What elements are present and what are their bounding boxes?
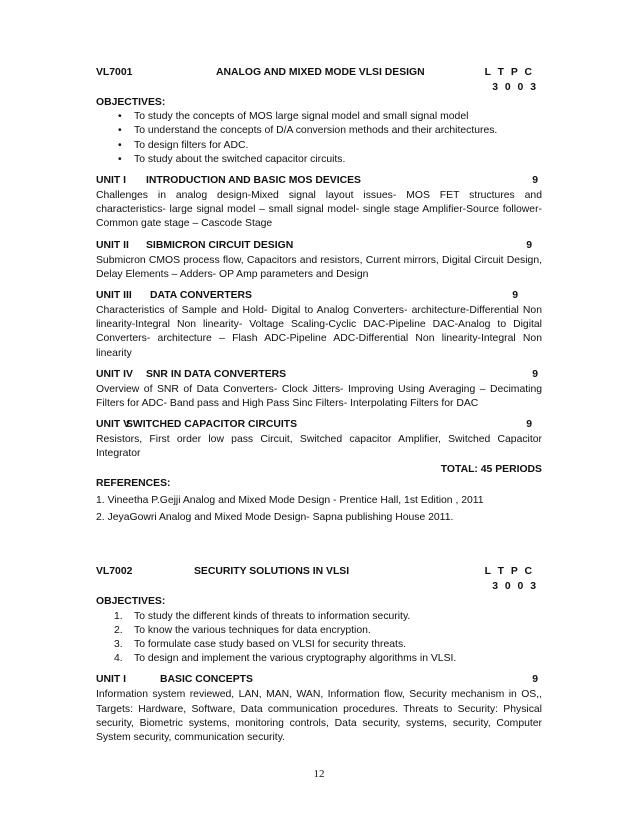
objective-item: • To design filters for ADC.	[134, 139, 542, 153]
objectives-list	[96, 610, 542, 667]
unit-content: Overview of SNR of Data Converters- Clock Jitters- Improving Using Averaging – Decimating Filters for ADC- Band pass and High Pass Sinc Filters- Interpolating Filters for DAC	[96, 383, 542, 410]
course-header	[96, 565, 542, 580]
unit-content: Challenges in analog design-Mixed signal layout issues- MOS FET structures and characteristics- large signal model – small signal model- single stage Amplifier-Source follower- Common gate stage – Cascode Stage	[96, 190, 542, 230]
unit-heading	[96, 418, 542, 433]
unit-heading	[96, 289, 542, 304]
unit-number: UNIT I	[96, 674, 127, 686]
unit-title: INTRODUCTION AND BASIC MOS DEVICES	[146, 175, 361, 187]
objective-item: • To study about the switched capacitor circuits.	[134, 153, 542, 167]
objectives-list	[96, 110, 542, 167]
unit-heading	[96, 673, 542, 688]
reference-text: JeyaGowri Analog and Mixed Mode Design- Sapna publishing House 2011.	[107, 512, 454, 524]
objective-item: • To understand the concepts of D/A conversion methods and their architectures.	[134, 124, 542, 138]
unit-heading	[96, 239, 542, 254]
objective-item: 1. To study the different kinds of threats to information security.	[114, 610, 411, 622]
course-code: VL7002	[96, 566, 133, 578]
unit-hours: 9	[512, 290, 518, 302]
unit-content: Submicron CMOS process flow, Capacitors and resistors, Current mirrors, Digital Circuit Design, Delay Elements – Adders- OP Amp parameters and Design	[96, 254, 542, 280]
credits: 3 0 0 3	[492, 82, 538, 93]
unit-heading	[96, 368, 542, 383]
ltpc-label: L T P C	[484, 67, 534, 78]
objectives-heading: OBJECTIVES:	[96, 596, 166, 608]
unit-hours: 9	[526, 239, 532, 251]
credits: 3 0 0 3	[492, 581, 538, 593]
reference-number: 1.	[96, 495, 105, 507]
course-code: VL7001	[96, 67, 133, 78]
ltpc-label: L T P C	[484, 566, 534, 578]
course-header	[96, 66, 542, 81]
unit-number: UNIT V	[96, 419, 131, 431]
unit-heading	[96, 174, 542, 189]
course-title: ANALOG AND MIXED MODE VLSI DESIGN	[216, 67, 425, 78]
unit-hours: 9	[532, 368, 538, 380]
unit-hours: 9	[526, 419, 532, 431]
objective-item: 4. To design and implement the various cryptography algorithms in VLSI.	[114, 653, 457, 665]
page-content	[96, 66, 542, 745]
unit-title: DATA CONVERTERS	[150, 290, 252, 302]
unit-title: BASIC CONCEPTS	[160, 674, 253, 686]
unit-title: SNR IN DATA CONVERTERS	[146, 368, 287, 380]
objectives-heading: OBJECTIVES:	[96, 97, 166, 108]
unit-number: UNIT I	[96, 175, 127, 187]
unit-content: Information system reviewed, LAN, MAN, WAN, Information flow, Security mechanism in OS,, Targets: Hardware, Software, Data communication procedures. Threats to Security: Physical security, Biometric systems, monitoring controls, Data security, systems, security, Computer System security, communication security.	[96, 689, 542, 744]
unit-number: UNIT IV	[96, 368, 133, 380]
unit-title: SIBMICRON CIRCUIT DESIGN	[146, 239, 294, 251]
unit-content: Characteristics of Sample and Hold- Digital to Analog Converters- architecture-Differential Non linearity-Integral Non linearity- Voltage Scaling-Cyclic DAC-Pipeline DAC-Analog to Digital Converters- architecture – Flash ADC-Pipeline ADC-Differential Non linearity-Integral Non linearity	[96, 305, 542, 359]
objective-item: 2. To know the various techniques for data encryption.	[114, 624, 371, 636]
reference-item	[96, 511, 542, 525]
course-title: SECURITY SOLUTIONS IN VLSI	[194, 566, 350, 578]
page-number: 12	[313, 768, 325, 780]
total-periods: TOTAL: 45 PERIODS	[440, 463, 542, 475]
objective-item: • To study the concepts of MOS large signal model and small signal model	[134, 110, 542, 124]
unit-hours: 9	[532, 175, 538, 187]
unit-number: UNIT II	[96, 239, 129, 251]
reference-text: Vineetha P.Gejji Analog and Mixed Mode Design - Prentice Hall, 1st Edition , 2011	[107, 495, 484, 507]
unit-hours: 9	[532, 674, 538, 686]
unit-title: SWITCHED CAPACITOR CIRCUITS	[126, 419, 298, 431]
objective-item: 3. To formulate case study based on VLSI for security threats.	[114, 639, 407, 651]
unit-content: Resistors, First order low pass Circuit, Switched capacitor Amplifier, Switched Capacitor Integrator	[96, 434, 542, 460]
references-heading: REFERENCES:	[96, 477, 171, 489]
reference-number: 2.	[96, 512, 105, 524]
unit-number: UNIT III	[96, 290, 132, 302]
reference-item	[96, 494, 542, 508]
